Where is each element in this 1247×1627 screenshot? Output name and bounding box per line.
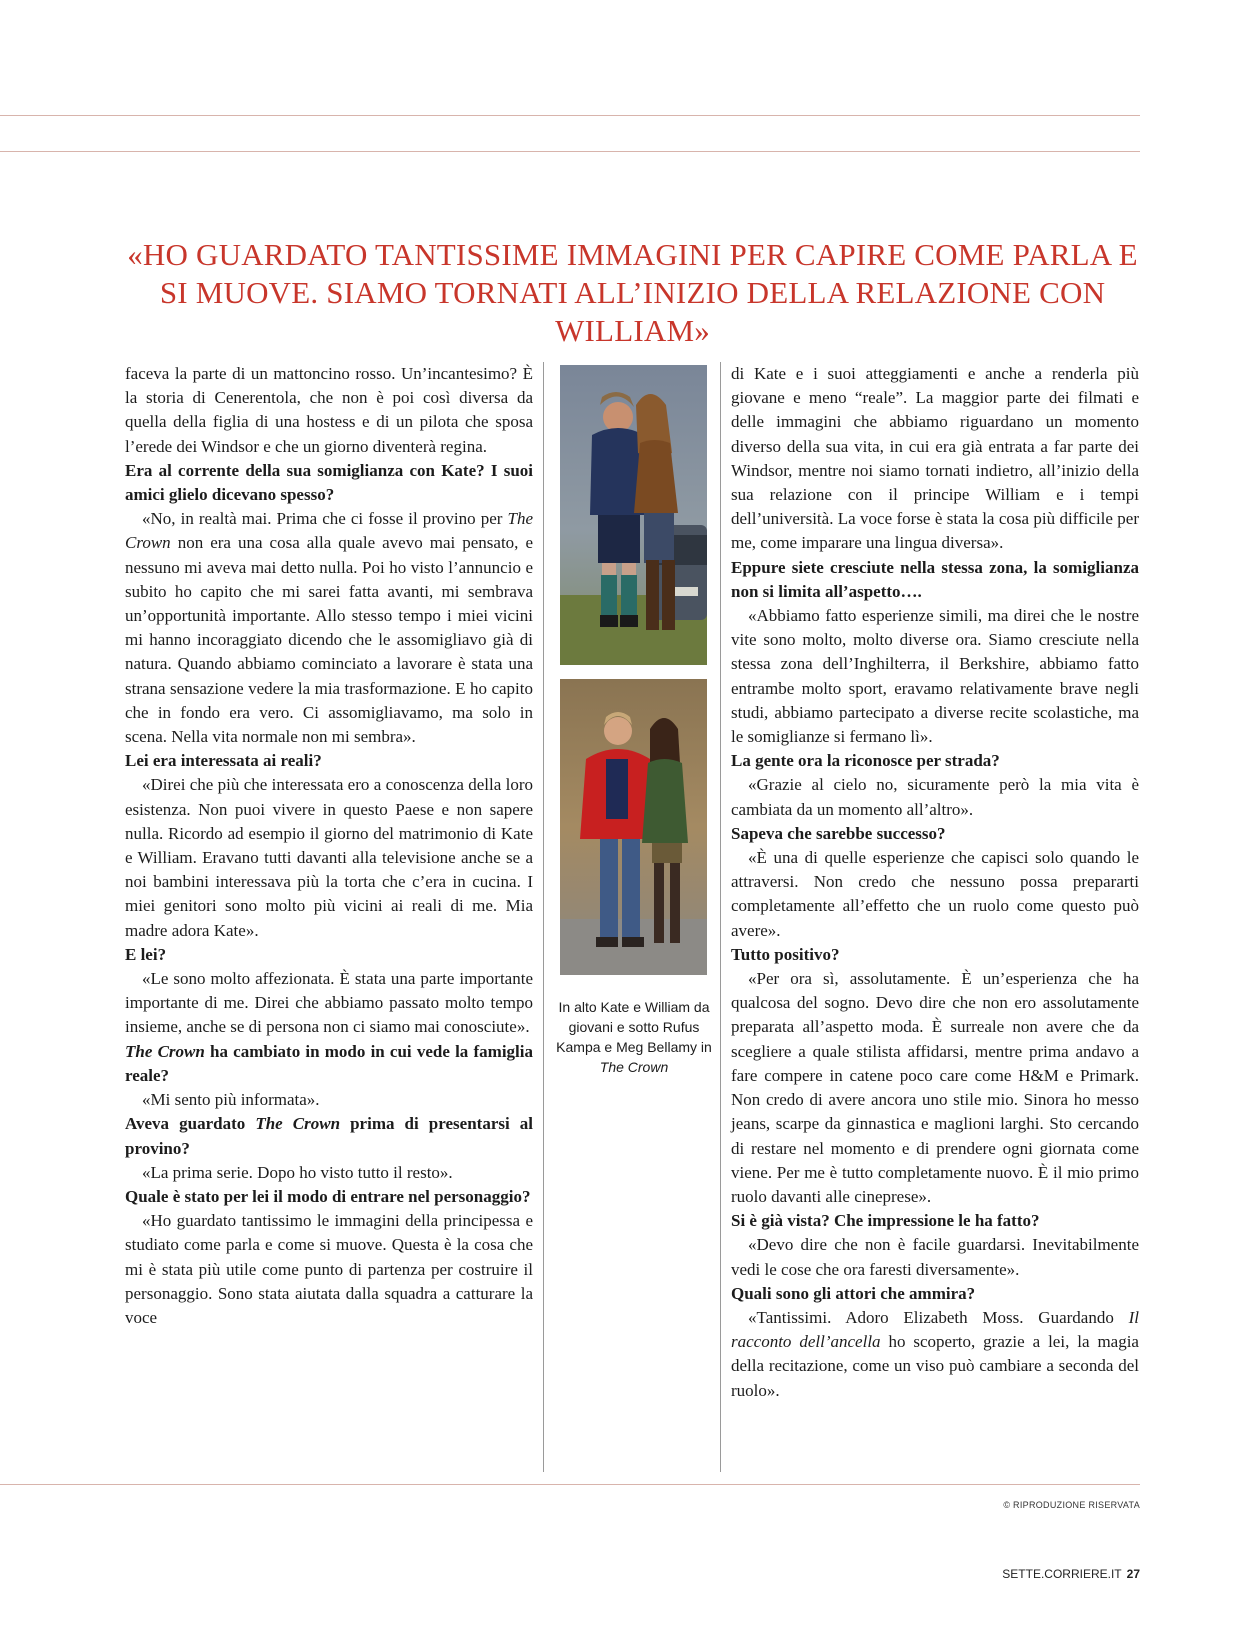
article-column-left xyxy=(125,362,533,1330)
question: Eppure siete cresciute nella stessa zona, la somiglianza non si limita all’aspetto…. xyxy=(731,557,1139,601)
question: The Crown ha cambiato in modo in cui vede la famiglia reale? xyxy=(125,1041,533,1085)
question: La gente ora la riconosce per strada? xyxy=(731,751,1000,771)
question: Era al corrente della sua somiglianza con Kate? I suoi amici glielo dicevano spesso? xyxy=(125,460,533,505)
photo-kate-william-young xyxy=(560,365,707,665)
page-footer xyxy=(1002,1567,1140,1581)
answer: «Grazie al cielo no, sicuramente però la mia vita è cambiata da un momento all’altro». xyxy=(731,775,1139,819)
question: Quale è stato per lei il modo di entrare nel personaggio? xyxy=(125,1186,531,1206)
pull-quote: «HO GUARDATO TANTISSIME IMMAGINI PER CAPIRE COME PARLA E SI MUOVE. SIAMO TORNATI ALL’INIZIO DELLA RELAZIONE CON WILLIAM» xyxy=(127,237,1138,348)
question: Si è già vista? Che impressione le ha fatto? xyxy=(731,1211,1040,1231)
answer: «Abbiamo fatto esperienze simili, ma direi che le nostre vite sono molto, molto diverse ora. Siamo cresciute nella stessa zona dell’Inghilterra, il Berkshire, abbiamo fatto entrambe molto sport, eravamo relativamente brave negli studi, abbiamo partecipato a diverse recite scolastiche, ma le somiglianze si fermano lì». xyxy=(731,606,1139,747)
answer: «Le sono molto affezionata. È stata una parte importante importante di me. Direi che abbiamo passato molto tempo insieme, anche se di persona non ci siamo mai conosciute». xyxy=(125,969,533,1037)
question: Aveva guardato The Crown prima di presentarsi al provino? xyxy=(125,1114,533,1158)
answer: «Mi sento più informata». xyxy=(142,1090,320,1110)
answer: «Ho guardato tantissimo le immagini della principessa e studiato come parla e come si muove. Questa è la cosa che mi è stata più utile come punto di partenza per costruire il personaggio. Sono stata aiutata dalla squadra a catturare la voce xyxy=(125,1211,533,1327)
article-column-right xyxy=(731,362,1139,1403)
question: Quali sono gli attori che ammira? xyxy=(731,1283,976,1303)
column-divider-right xyxy=(720,362,721,1472)
paragraph: faceva la parte di un mattoncino rosso. Un’incantesimo? È la storia di Cenerentola, che non è poi così diversa da quella della figlia di una hostess e di un pilota che sposa l’erede dei Windsor e che un giorno diventerà regina. xyxy=(125,364,533,456)
copyright-notice: © RIPRODUZIONE RISERVATA xyxy=(1003,1500,1140,1510)
bottom-rule xyxy=(0,1484,1140,1485)
column-divider-left xyxy=(543,362,544,1472)
answer: «Devo dire che non è facile guardarsi. Inevitabilmente vedi le cose che ora faresti diversamente». xyxy=(731,1235,1139,1279)
answer: «La prima serie. Dopo ho visto tutto il resto». xyxy=(142,1162,453,1182)
answer: «No, in realtà mai. Prima che ci fosse il provino per The Crown non era una cosa alla quale avevo mai pensato, e nessuno mi aveva mai detto nulla. Poi ho visto l’annuncio e subito ho capito che mi sarei fatta avanti, mi sembrava un’opportunità importante. Allo stesso tempo i miei vicini mi hanno incoraggiato dicendo che le assomigliavo già di natura. Quando abbiamo cominciato a lavorare è stata una strana sensazione vedere la mia trasformazione. E ho capito che in fondo era vero. Ci assomigliavamo, ma solo in scena. Nella vita normale non mi sembra». xyxy=(125,509,533,747)
photo-rufus-kampa-meg-bellamy xyxy=(560,679,707,975)
answer: «Tantissimi. Adoro Elizabeth Moss. Guardando Il racconto dell’ancella ho scoperto, grazie a lei, la magia della recitazione, come un viso può cambiare a seconda del ruolo». xyxy=(731,1307,1139,1400)
site-url: SETTE.CORRIERE.IT xyxy=(1002,1567,1122,1581)
question: E lei? xyxy=(125,944,167,964)
paragraph: di Kate e i suoi atteggiamenti e anche a renderla più giovane e meno “reale”. La maggior parte dei filmati e delle immagini che abbiamo riguardano un momento diverso della sua vita, in cui era già entrata a far parte dei Windsor, mentre noi siamo tornati indietro, all’inizio della sua relazione con il principe William e i tempi dell’università. La voce forse è stata la cosa più difficile per me, come imparare una lingua diversa». xyxy=(731,364,1139,553)
top-rule-2 xyxy=(0,151,1140,152)
question: Tutto positivo? xyxy=(731,944,840,964)
top-rule-1 xyxy=(0,115,1140,116)
answer: «Direi che più che interessata ero a conoscenza della loro esistenza. Non puoi vivere in questo Paese e non sapere nulla. Ricordo ad esempio il giorno del matrimonio di Kate e William. Eravano tutti davanti alla televisione anche se a noi bambini interessava più la torta che c’era in cucina. I miei genitori sono molto più vicini ai reali di me. Mia madre adora Kate». xyxy=(125,775,533,940)
answer: «È una di quelle esperienze che capisci solo quando le attraversi. Non credo che nessuno possa prepararti completamente all’effetto che un ruolo come questo può avere». xyxy=(731,848,1139,940)
photo-caption: In alto Kate e William da giovani e sotto Rufus Kampa e Meg Bellamy in The Crown xyxy=(556,999,712,1075)
page-number: 27 xyxy=(1126,1567,1140,1581)
question: Sapeva che sarebbe successo? xyxy=(731,823,946,843)
answer: «Per ora sì, assolutamente. È un’esperienza che ha qualcosa del sogno. Devo dire che non ero assolutamente preparata all’aspetto moda. È surreale non avere che da scegliere a quale stilista affidarsi, mentre prima andavo a fare compere in catene poco care come H&M e Primark. Non credo di avere ancora uno stile mio. Sinora ho messo jeans, scarpe da ginnastica e maglioni larghi. Sto cercando di restare nel momento e di prendere ogni giornata come viene. Per me è tutto completamente nuovo. È il mio primo ruolo davanti alle cineprese». xyxy=(731,969,1139,1206)
question: Lei era interessata ai reali? xyxy=(125,751,322,771)
